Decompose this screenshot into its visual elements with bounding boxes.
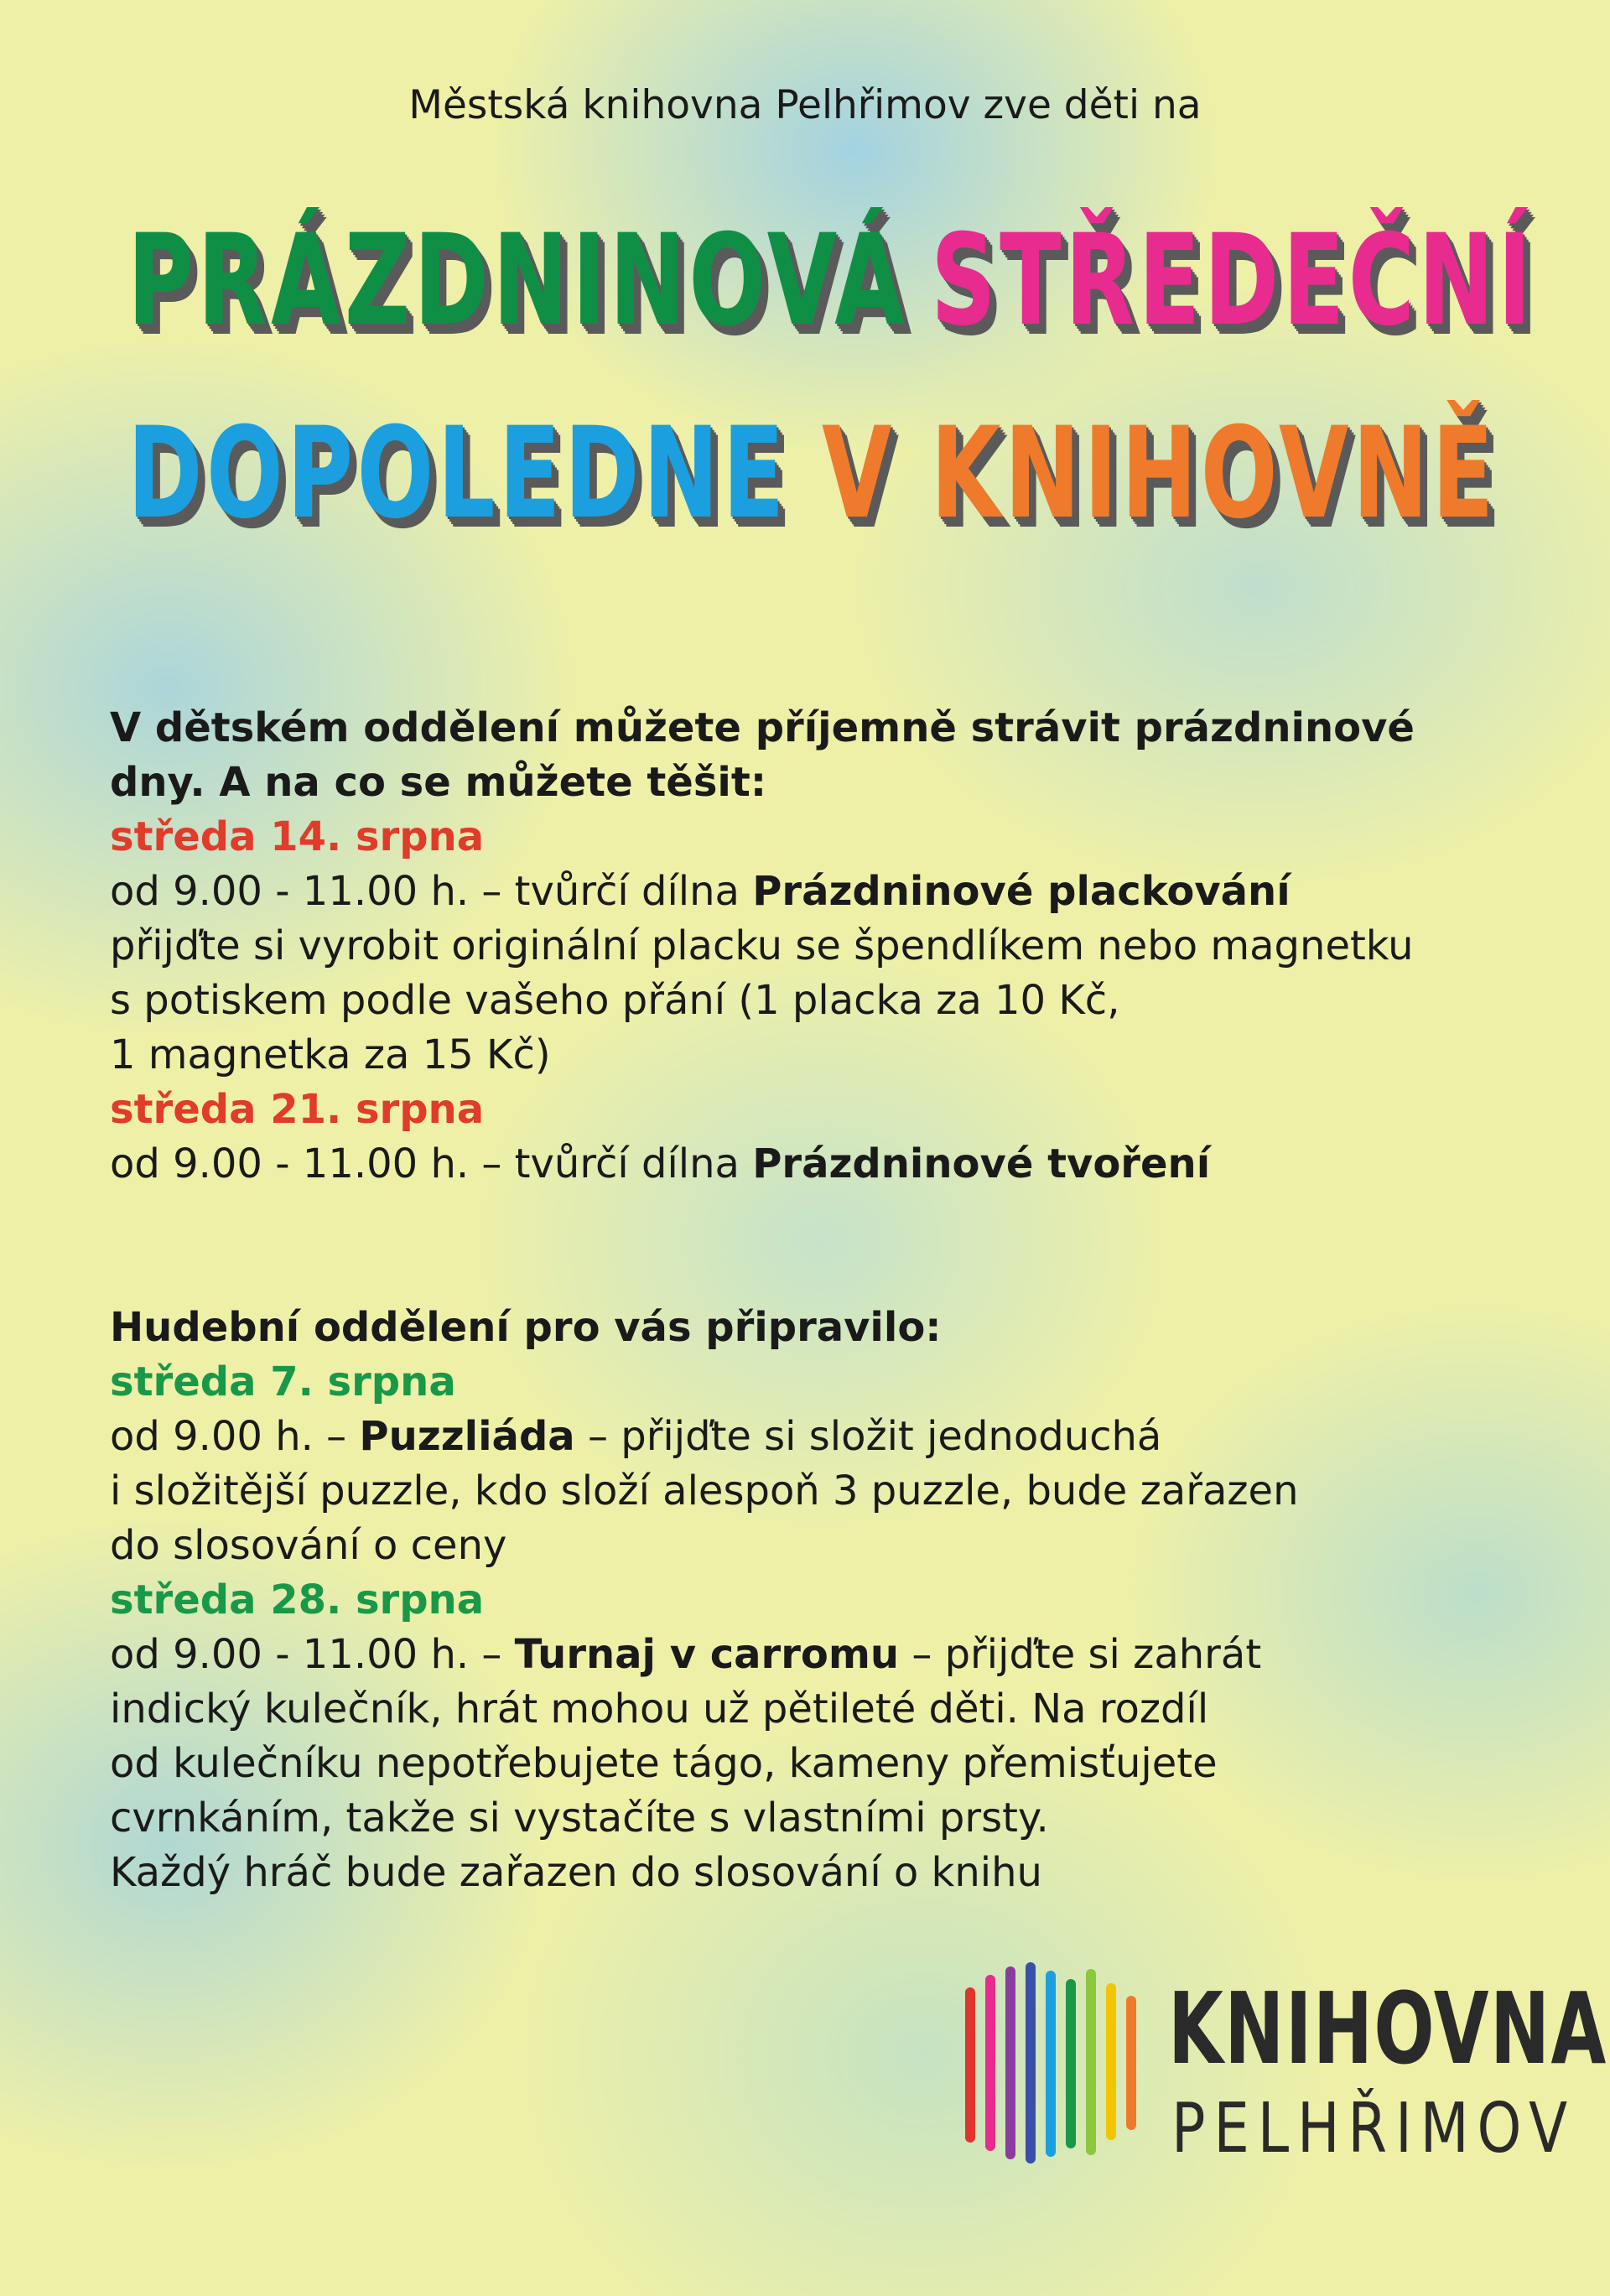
event-time: od 9.00 h. – bbox=[110, 1413, 360, 1460]
logo-bar bbox=[1046, 1971, 1056, 2157]
event-title-suffix: – přijďte si zahrát bbox=[899, 1631, 1262, 1678]
headline-word-prazdninova: PRÁZDNINOVÁ bbox=[127, 208, 909, 354]
invite-line: Městská knihovna Pelhřimov zve děti na bbox=[408, 82, 1202, 128]
logo-bar bbox=[1005, 1966, 1015, 2159]
headline-word-dopoledne: DOPOLEDNE bbox=[127, 401, 788, 547]
event-date: středa 7. srpna bbox=[110, 1358, 456, 1405]
music-intro: Hudební oddělení pro vás připravilo: bbox=[110, 1304, 942, 1351]
program-text bbox=[110, 701, 1552, 1900]
event-date: středa 14. srpna bbox=[110, 813, 485, 860]
children-intro-line2: dny. A na co se můžete těšit: bbox=[110, 759, 767, 806]
event-title: Prázdninové tvoření bbox=[752, 1140, 1211, 1187]
headline-word-v-knihovne: V KNIHOVNĚ bbox=[822, 401, 1498, 547]
event-desc: 1 magnetka za 15 Kč) bbox=[110, 1031, 551, 1078]
event-date: středa 28. srpna bbox=[110, 1577, 485, 1623]
logo-bar bbox=[1086, 1969, 1096, 2155]
event-desc: cvrnkáním, takže si vystačíte s vlastními prsty. bbox=[110, 1795, 1049, 1841]
logo-bar bbox=[1026, 1962, 1036, 2164]
children-intro-line1: V dětském oddělení můžete příjemně strávit prázdninové bbox=[110, 704, 1415, 751]
event-time-line bbox=[110, 1137, 1552, 1192]
event-desc: od kulečníku nepotřebujete tágo, kameny přemisťujete bbox=[110, 1740, 1218, 1787]
logo-bars-icon bbox=[960, 1962, 1161, 2164]
event-time-line bbox=[110, 1410, 1552, 1464]
event-date: středa 21. srpna bbox=[110, 1086, 485, 1133]
logo-bar bbox=[965, 1987, 975, 2143]
event-desc: indický kulečník, hrát mohou už pětileté děti. Na rozdíl bbox=[110, 1686, 1209, 1732]
logo-bar bbox=[1126, 1996, 1136, 2130]
library-logo bbox=[960, 1962, 1607, 2172]
event-time: od 9.00 - 11.00 h. – tvůrčí dílna bbox=[110, 1140, 753, 1187]
event-desc: s potiskem podle vašeho přání (1 placka za 10 Kč, bbox=[110, 977, 1120, 1024]
logo-bar bbox=[1106, 1983, 1116, 2140]
event-desc: přijďte si vyrobit originální placku se špendlíkem nebo magnetku bbox=[110, 922, 1414, 969]
event-title-suffix: – přijďte si složit jednoduchá bbox=[574, 1413, 1162, 1460]
logo-line2: PELHŘIMOV bbox=[1171, 2089, 1576, 2169]
event-time: od 9.00 - 11.00 h. – tvůrčí dílna bbox=[110, 868, 753, 915]
event-title: Turnaj v carromu bbox=[514, 1631, 900, 1678]
event-desc: Každý hráč bude zařazen do slosování o knihu bbox=[110, 1849, 1042, 1896]
headline-word-stredecni: STŘEDEČNÍ bbox=[931, 208, 1535, 354]
event-time: od 9.00 - 11.00 h. – bbox=[110, 1631, 515, 1678]
event-desc: do slosování o ceny bbox=[110, 1522, 507, 1569]
event-desc: i složitější puzzle, kdo složí alespoň 3 puzzle, bude zařazen bbox=[110, 1467, 1299, 1514]
event-time-line bbox=[110, 1628, 1552, 1682]
event-title: Prázdninové plackování bbox=[752, 868, 1291, 915]
logo-bar bbox=[985, 1975, 995, 2151]
logo-line1: KNIHOVNA bbox=[1168, 1971, 1607, 2086]
event-title: Puzzliáda bbox=[359, 1413, 575, 1460]
event-time-line bbox=[110, 865, 1552, 919]
logo-bar bbox=[1066, 1979, 1076, 2148]
section-spacer bbox=[110, 1192, 1552, 1301]
